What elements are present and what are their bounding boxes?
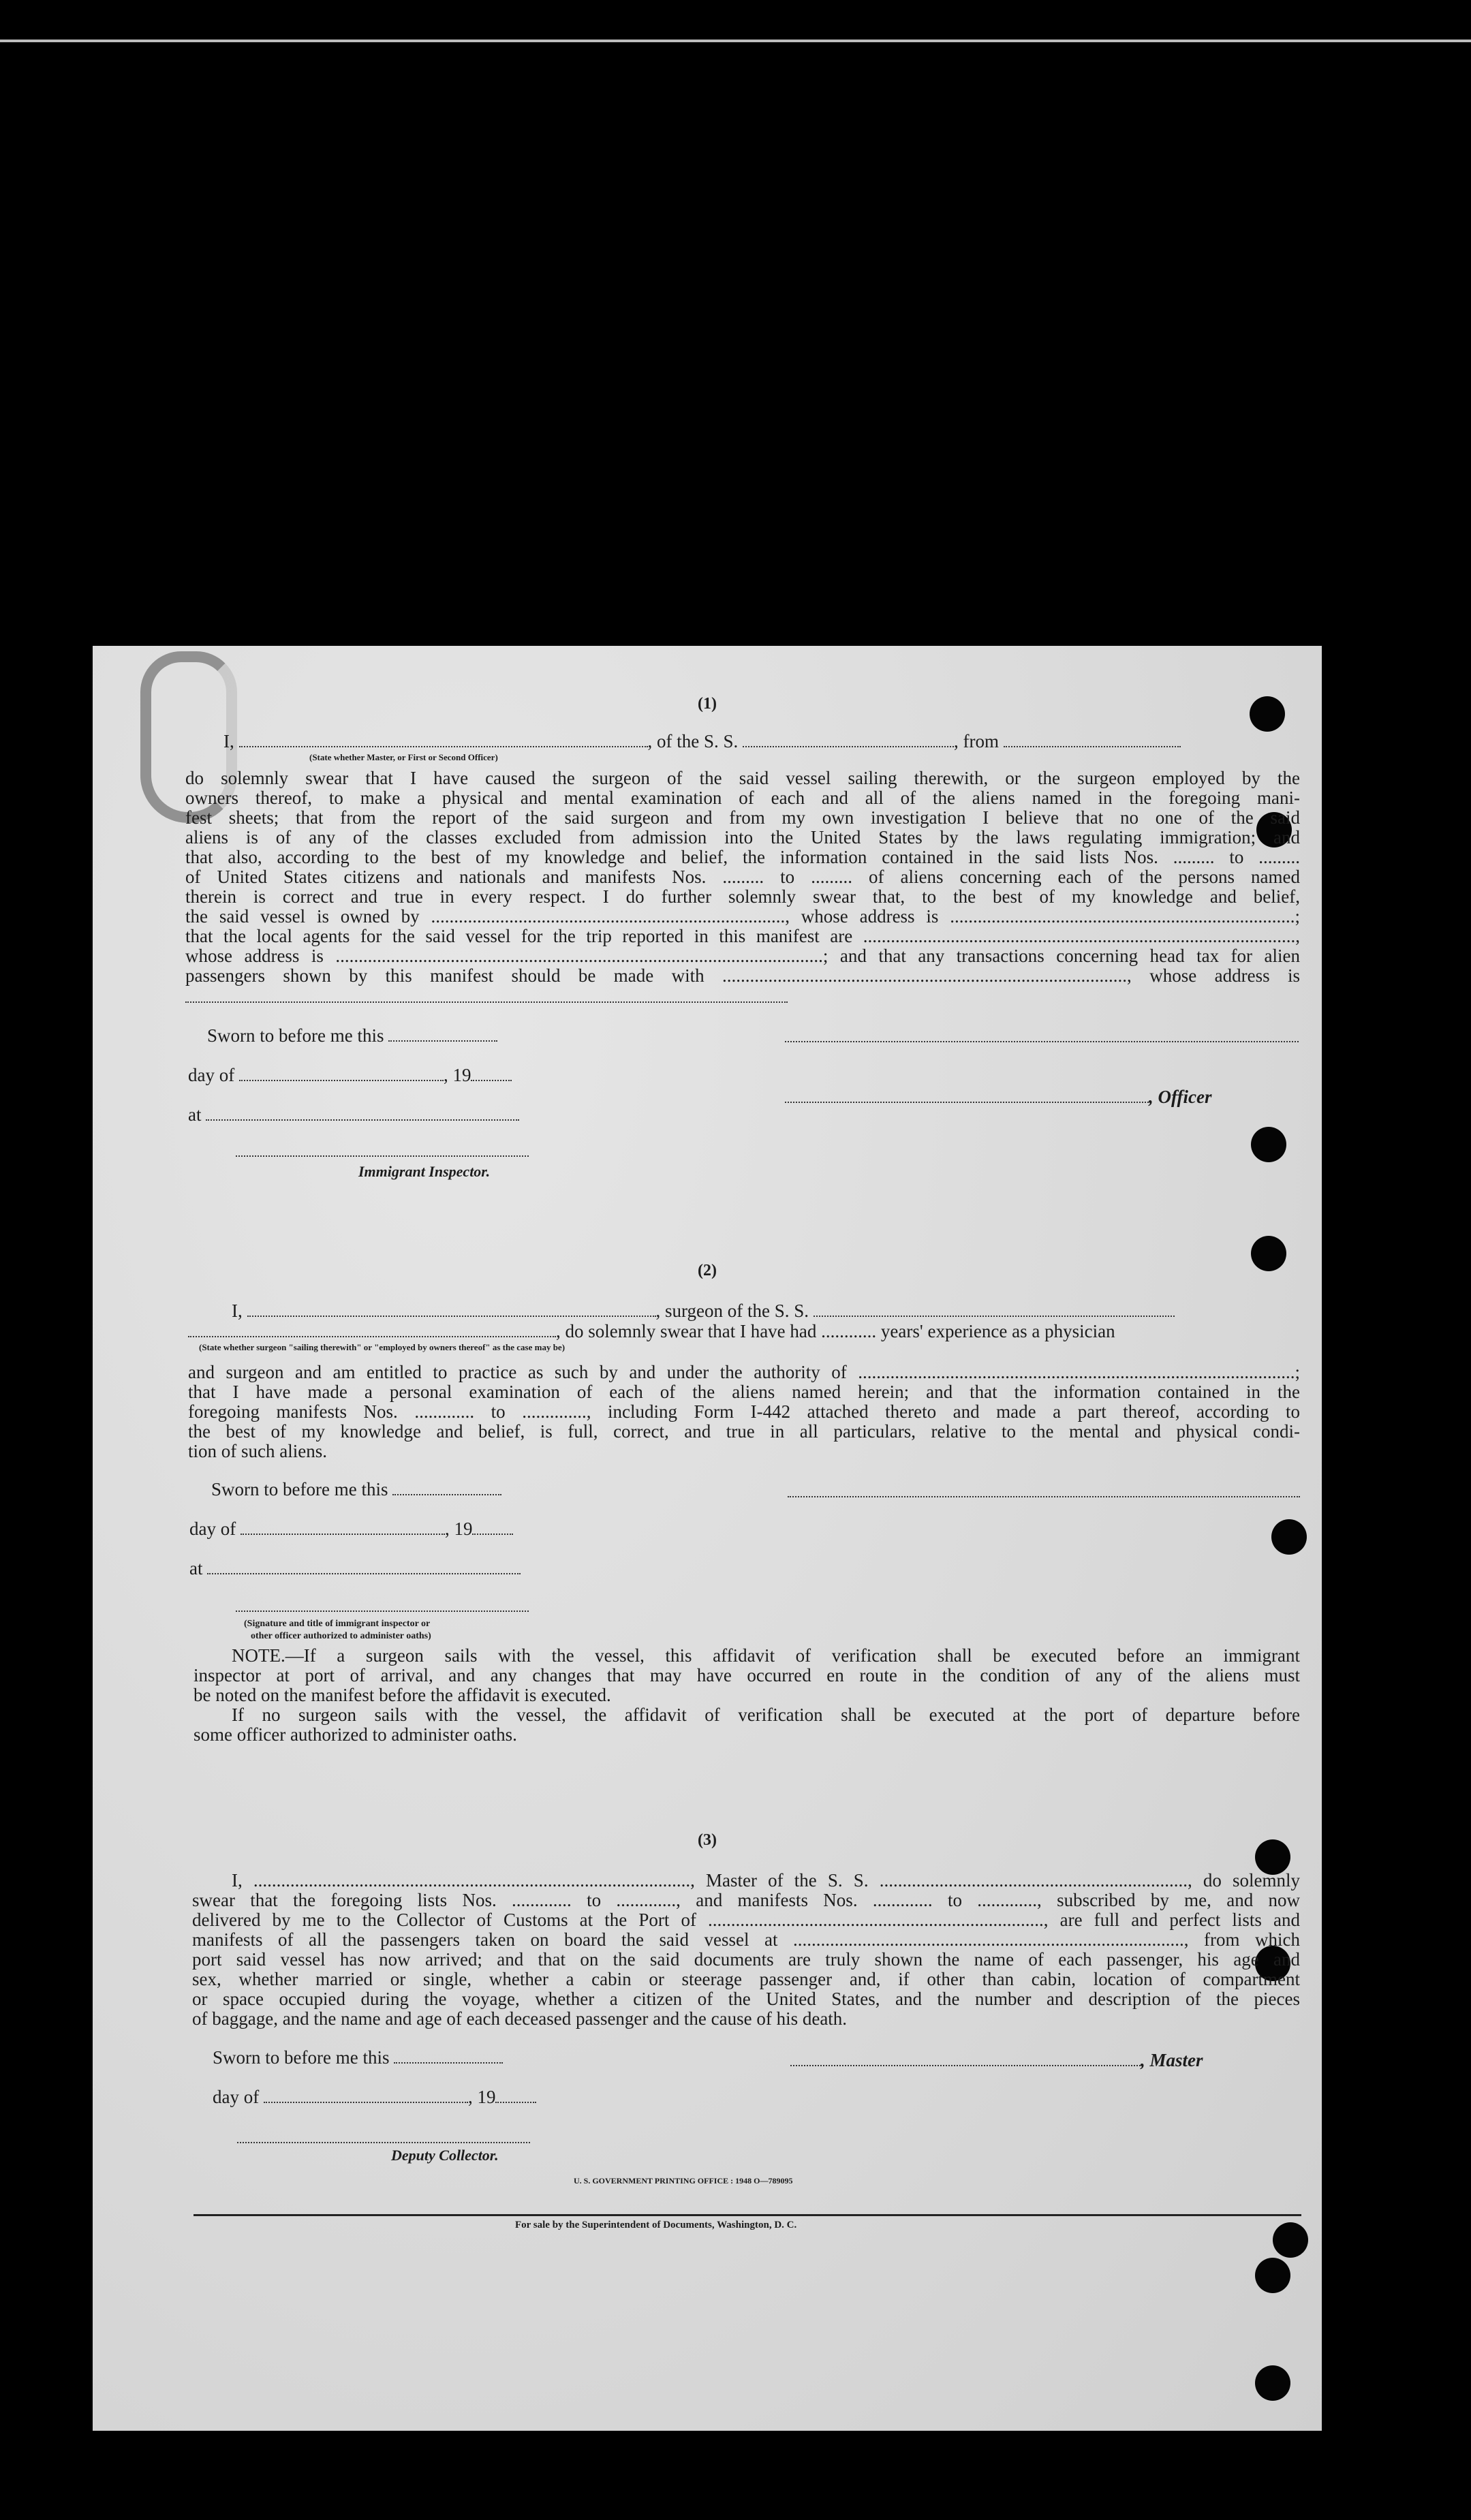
s1-at-line — [188, 1104, 519, 1125]
s1-officer-label: , Officer — [1149, 1087, 1212, 1107]
s3-body-line: port said vessel has now arrived; and that on the said documents are truly shown the name of each passenger, his age and — [192, 1949, 1300, 1970]
s2-note-line: If no surgeon sails with the vessel, the affidavit of verification shall be executed at the port of departure before — [232, 1705, 1300, 1725]
footer-rule — [193, 2214, 1301, 2216]
s1-body-line: passengers shown by this manifest should be made with ........................................................................................, whose address is — [185, 965, 1300, 986]
s2-inspector-signature — [236, 1609, 529, 1612]
punch-hole — [1255, 2258, 1290, 2293]
s1-signature-blank — [785, 1040, 1299, 1042]
s2-surgeon-name-blank — [247, 1302, 656, 1317]
s1-year-blank — [471, 1066, 512, 1081]
s2-note-line: some officer authorized to administer oaths. — [193, 1724, 517, 1745]
s1-sworn-line — [207, 1025, 497, 1046]
s1-body-line: owners thereof, to make a physical and mental examination of each and all of the aliens named in the foregoing mani- — [185, 788, 1300, 808]
s2-day-line — [189, 1518, 513, 1540]
s1-day-line — [188, 1064, 512, 1086]
scanner-edge-line — [0, 40, 1471, 42]
s3-body-line: or space occupied during the voyage, whether a citizen of the United States, and the number and description of the pieces — [192, 1989, 1300, 2009]
section-3-number: (3) — [698, 1831, 717, 1849]
s1-sworn-blank — [388, 1027, 497, 1042]
punch-hole — [1251, 1127, 1286, 1162]
s2-note-line: be noted on the manifest before the affidavit is executed. — [193, 1685, 611, 1705]
s3-master-label: , Master — [1141, 2050, 1203, 2070]
s1-body-line: that the local agents for the said vessel for the trip reported in this manifest are .............................................................................................., — [185, 926, 1300, 946]
s1-day-label: day of — [188, 1065, 235, 1085]
punch-hole — [1273, 2222, 1308, 2258]
s2-i: I, — [232, 1301, 243, 1321]
s3-day-line — [213, 2086, 536, 2108]
s2-body-line: that I have made a personal examination of each of the aliens named herein; and that the information contained in the — [188, 1382, 1300, 1402]
s1-inspector-label: Immigrant Inspector. — [358, 1163, 491, 1180]
s2-first-line — [232, 1300, 1175, 1322]
s3-master-blank — [790, 2051, 1141, 2066]
s1-body-line: that also, according to the best of my knowledge and belief, the information contained in the said lists Nos. ......... to ......... — [185, 847, 1300, 867]
s2-surgeon-type-blank — [188, 1322, 556, 1337]
s2-sworn-line — [211, 1478, 501, 1500]
s1-from: , from — [954, 731, 999, 751]
s1-sworn-label: Sworn to before me this — [207, 1025, 384, 1046]
punch-hole — [1271, 1519, 1307, 1555]
s2-surgeon-of-ss: , surgeon of the S. S. — [655, 1301, 809, 1321]
s1-body-line: the said vessel is owned by ............................................................................., whose address is ...........................................................................; — [185, 906, 1300, 927]
s3-deputy-label: Deputy Collector. — [391, 2147, 499, 2164]
s3-day-label: day of — [213, 2087, 260, 2107]
s1-body-line: fest sheets; that from the report of the said surgeon and from my own investigation I believe that no one of the said — [185, 807, 1300, 828]
s3-month-blank — [264, 2088, 468, 2103]
s2-sworn-blank — [392, 1480, 501, 1495]
s2-day-label: day of — [189, 1519, 236, 1539]
s3-body-line: manifests of all the passengers taken on board the said vessel at ....................................................................................., from which — [192, 1929, 1300, 1950]
s2-body-line: tion of such aliens. — [188, 1441, 327, 1461]
punch-hole — [1255, 2365, 1290, 2401]
s3-master-line — [790, 2049, 1203, 2071]
s1-year-label: , 19 — [443, 1065, 471, 1085]
s1-body-line: do solemnly swear that I have caused the surgeon of the said vessel sailing therewith, or the surgeon employed by the — [185, 768, 1300, 788]
s1-body-line: whose address is ..........................................................................................................; and that any transactions concerning head tax for alien — [185, 946, 1300, 966]
s1-body-line: of United States citizens and nationals and manifests Nos. ......... to ......... of aliens concerning each of the persons named — [185, 867, 1300, 887]
s2-month-blank — [241, 1520, 445, 1535]
s1-rank-note: (State whether Master, or First or Second Officer) — [309, 752, 498, 762]
sale-imprint: For sale by the Superintendent of Documents, Washington, D. C. — [515, 2220, 797, 2230]
s3-body-line: of baggage, and the name and age of each deceased passenger and the cause of his death. — [192, 2008, 848, 2029]
s3-sworn-label: Sworn to before me this — [213, 2047, 390, 2068]
s2-signature-note: other officer authorized to administer oaths) — [251, 1631, 431, 1641]
s1-body-line: therein is correct and true in every respect. I do further solemnly swear that, to the best of my knowledge and belief, — [185, 886, 1300, 907]
s1-of-ss: , of the S. S. — [647, 731, 739, 751]
s2-surgeon-signature — [788, 1495, 1300, 1497]
s2-body-line: the best of my knowledge and belief, is full, correct, and true in all particulars, relative to the mental and physical condi- — [188, 1421, 1300, 1442]
s1-rank-blank — [239, 732, 648, 747]
s1-month-blank — [239, 1066, 444, 1081]
s2-note-line: inspector at port of arrival, and any changes that may have occurred en route in the condition of any of the aliens must — [193, 1665, 1300, 1685]
s2-at-blank — [207, 1559, 521, 1574]
s2-year-label: , 19 — [444, 1519, 473, 1539]
s1-oath-first-line — [223, 730, 1300, 752]
s2-swear-text: , do solemnly swear that I have had ............ years' experience as a physician — [556, 1321, 1115, 1341]
s3-body-line: delivered by me to the Collector of Customs at the Port of ........................................................................., are full and perfect lists and — [192, 1910, 1300, 1930]
s3-sworn-line — [213, 2047, 503, 2068]
s2-sworn-label: Sworn to before me this — [211, 1479, 388, 1499]
s3-body-line: swear that the foregoing lists Nos. ............. to ............., and manifests Nos. ............. to ............., subscribed by me, and now — [192, 1890, 1300, 1910]
section-1-number: (1) — [698, 695, 717, 713]
s2-body-line: foregoing manifests Nos. ............. to .............., including Form I-442 attached thereto and made a part thereof, according to — [188, 1401, 1300, 1422]
s1-officer-blank — [785, 1088, 1149, 1103]
s2-vessel-blank — [814, 1302, 1175, 1317]
s3-sworn-blank — [394, 2049, 503, 2064]
s2-at-label: at — [189, 1558, 203, 1578]
s3-body-line: I, ..............................................................................................., Master of the S. S. ..................................................................., do solemnly — [232, 1870, 1300, 1891]
s2-year-blank — [472, 1520, 513, 1535]
s2-body-line: and surgeon and am entitled to practice as such by and under the authority of ...............................................................................................; — [188, 1362, 1300, 1382]
s1-inspector-signature — [236, 1154, 529, 1157]
s1-at-label: at — [188, 1104, 202, 1125]
s2-second-line — [188, 1320, 1115, 1342]
s2-signature-note: (Signature and title of immigrant inspector or — [244, 1619, 431, 1629]
manifest-back-page — [93, 646, 1322, 2431]
s2-surgeon-type-note: (State whether surgeon "sailing therewith" or "employed by owners thereof" as the case may be) — [199, 1342, 566, 1352]
s1-officer-line — [785, 1086, 1211, 1108]
s3-year-label: , 19 — [467, 2087, 496, 2107]
s2-at-line — [189, 1557, 521, 1579]
s1-body-line: aliens is of any of the classes excluded from admission into the United States by the laws regulating immigration; and — [185, 827, 1300, 847]
s2-note-line: NOTE.—If a surgeon sails with the vessel, this affidavit of verification shall be executed before an immigrant — [232, 1645, 1300, 1666]
s1-address-blank — [185, 1000, 788, 1003]
s3-year-blank — [495, 2088, 536, 2103]
s3-deputy-signature — [237, 2141, 530, 2143]
s1-at-blank — [206, 1106, 519, 1121]
section-2-number: (2) — [698, 1262, 717, 1279]
gpo-imprint: U. S. GOVERNMENT PRINTING OFFICE : 1948 O—789095 — [574, 2176, 793, 2185]
s1-port-blank — [1004, 732, 1181, 747]
s1-i: I, — [223, 731, 234, 751]
s3-body-line: sex, whether married or single, whether a cabin or steerage passenger and, if other than cabin, location of compartment — [192, 1969, 1300, 1989]
s1-vessel-blank — [743, 732, 954, 747]
